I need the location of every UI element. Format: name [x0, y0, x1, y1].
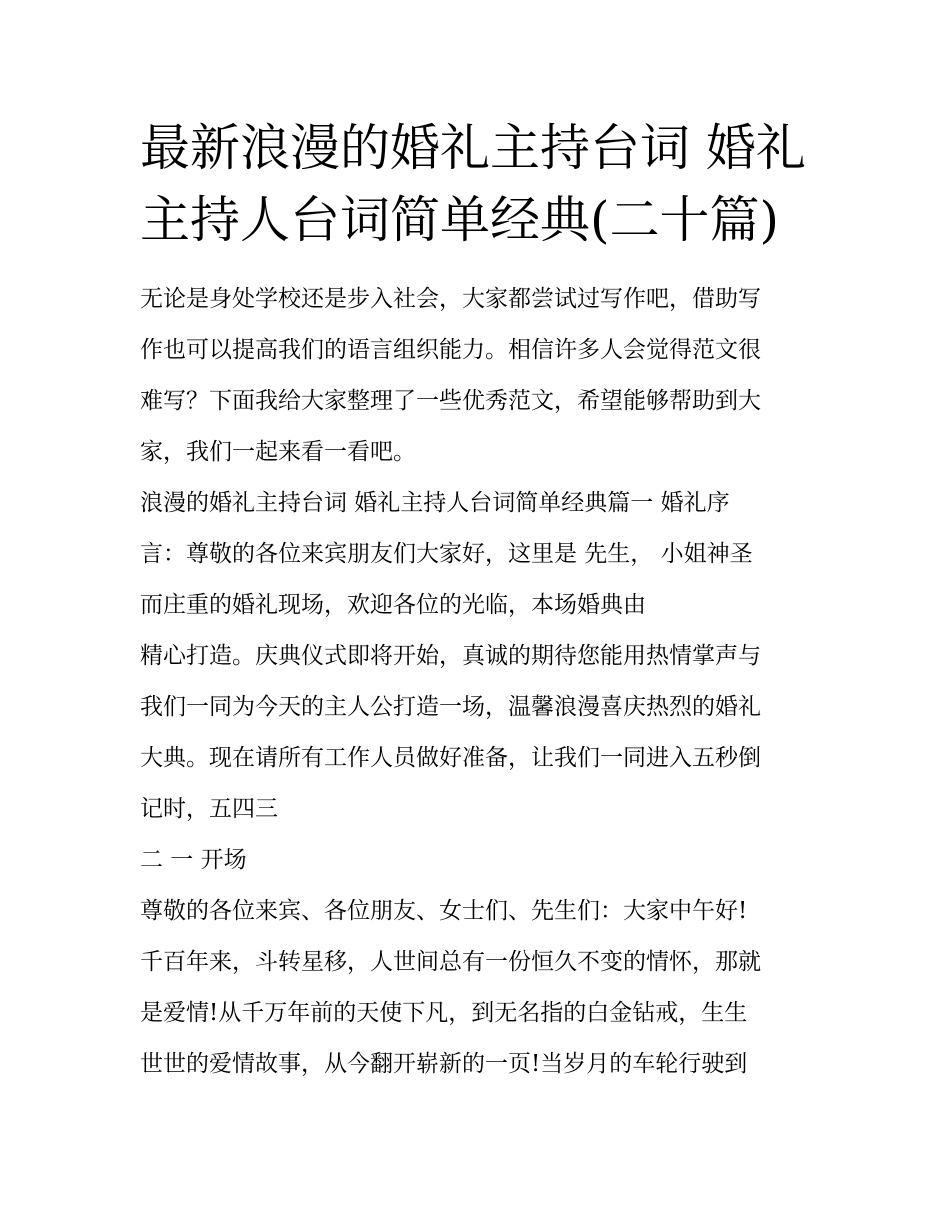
body-line: 我们一同为今天的主人公打造一场，温馨浪漫喜庆热烈的婚礼: [140, 694, 761, 720]
body-line: 大典。现在请所有工作人员做好准备，让我们一同进入五秒倒: [140, 745, 761, 771]
body-line: 精心打造。庆典仪式即将开始，真诚的期待您能用热情掌声与: [140, 643, 761, 669]
title-line: 最新浪漫的婚礼主持台词 婚礼: [140, 119, 806, 177]
body-line: 无论是身处学校还是步入社会，大家都尝试过写作吧，借助写: [140, 286, 761, 312]
body-line: 家，我们一起来看一看吧。: [140, 439, 416, 465]
body-line: 浪漫的婚礼主持台词 婚礼主持人台词简单经典篇一 婚礼序: [140, 490, 730, 516]
body-line: 世世的爱情故事，从今翻开崭新的一页!当岁月的车轮行驶到: [140, 1051, 748, 1077]
body-line: 尊敬的各位来宾、各位朋友、女士们、先生们：大家中午好!: [140, 898, 748, 924]
body-line: 作也可以提高我们的语言组织能力。相信许多人会觉得范文很: [140, 337, 761, 363]
body-line: 而庄重的婚礼现场，欢迎各位的光临，本场婚典由: [140, 592, 646, 618]
body-line: 千百年来，斗转星移，人世间总有一份恒久不变的情怀，那就: [140, 949, 761, 975]
body-line: 记时，五四三: [140, 796, 278, 822]
body-line: 二 一 开场: [140, 847, 247, 873]
body-line: 是爱情!从千万年前的天使下凡，到无名指的白金钻戒，生生: [140, 1000, 748, 1026]
document-body: [140, 274, 820, 1090]
body-line: 言：尊敬的各位来宾朋友们大家好，这里是 先生， 小姐神圣: [140, 541, 753, 567]
document-title: [140, 112, 820, 256]
title-line: 主持人台词简单经典(二十篇): [140, 191, 780, 249]
body-line: 难写？下面我给大家整理了一些优秀范文，希望能够帮助到大: [140, 388, 761, 414]
